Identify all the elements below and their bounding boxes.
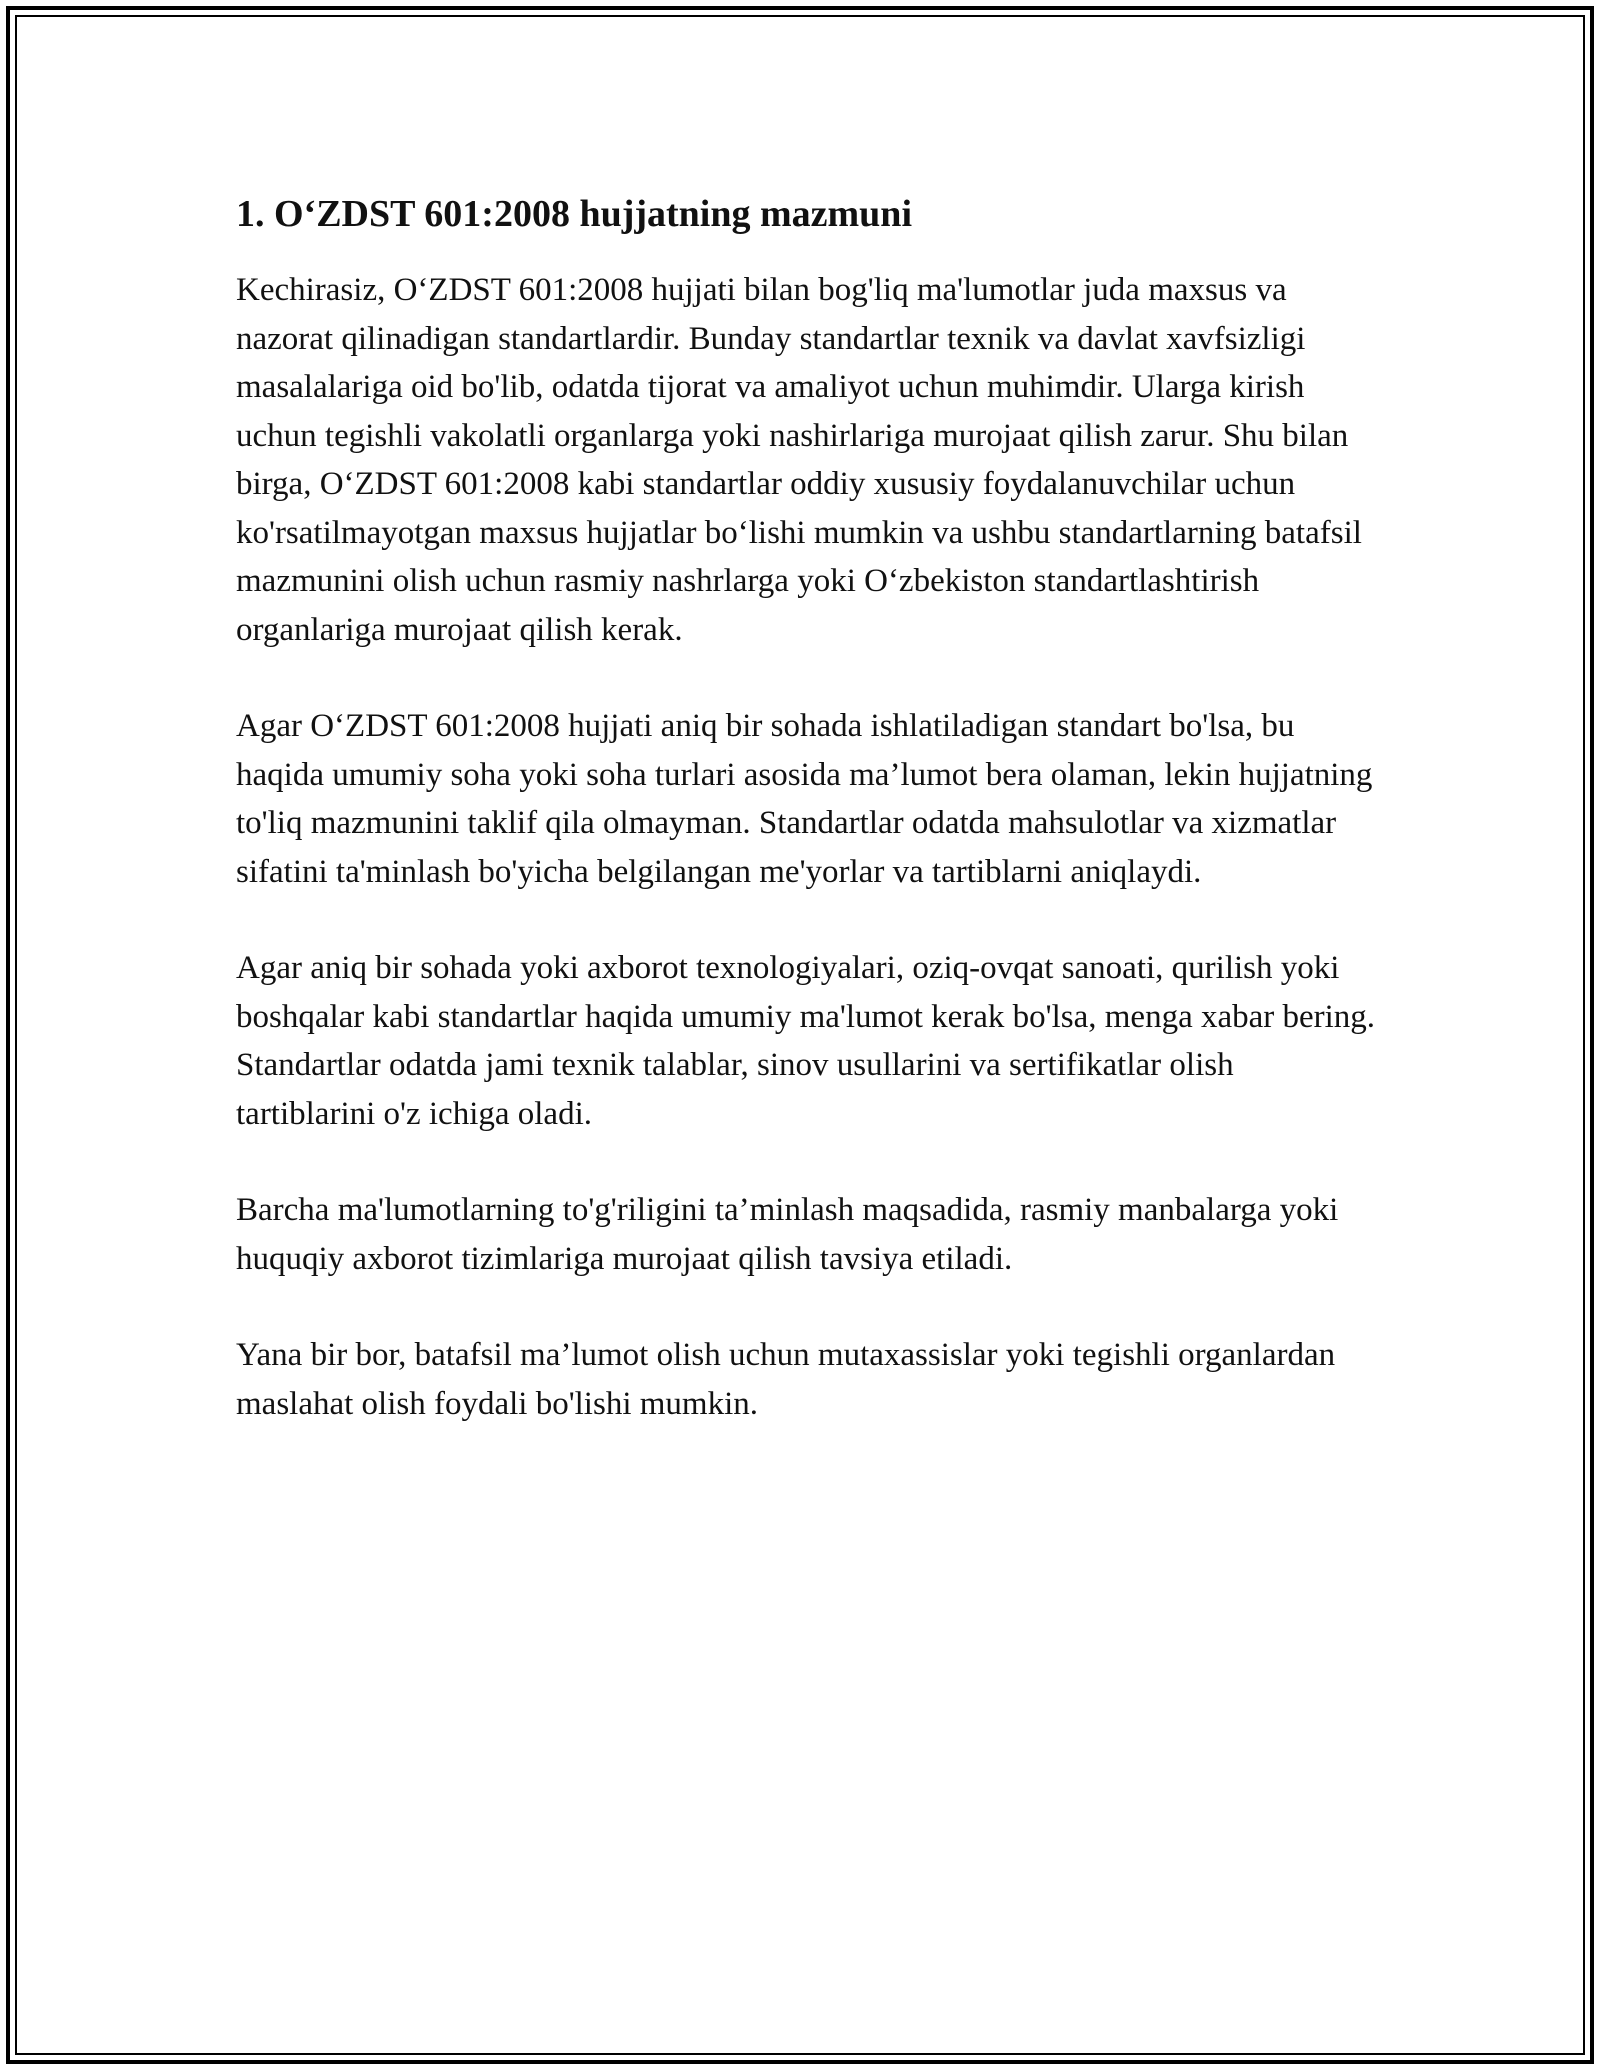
paragraph-2: Agar O‘ZDST 601:2008 hujjati aniq bir sohada ishlatiladigan standart bo'lsa, bu haqida umumiy soha yoki soha turlari asosida ma’lumot bera olaman, lekin hujjatning to'liq mazmunini taklif qila olmayman. Standartlar odatda mahsulotlar va xizmatlar sifatini ta'minlash bo'yicha belgilangan me'yorlar va tartiblarni aniqlaydi. [236, 708, 1373, 890]
paragraph-4: Barcha ma'lumotlarning to'g'riligini ta’minlash maqsadida, rasmiy manbalarga yoki huquqiy axborot tizimlariga murojaat qilish tavsiya etiladi. [236, 1192, 1339, 1277]
document-title: 1. O‘ZDST 601:2008 hujjatning mazmuni [236, 193, 913, 235]
document-body [236, 188, 1376, 1476]
paragraph-3: Agar aniq bir sohada yoki axborot texnologiyalari, oziq-ovqat sanoati, qurilish yoki boshqalar kabi standartlar haqida umumiy ma'lumot kerak bo'lsa, menga xabar bering. Standartlar odatda jami texnik talablar, sinov usullarini va sertifikatlar olish tartiblarini o'z ichiga oladi. [236, 950, 1376, 1132]
paragraph-1: Kechirasiz, O‘ZDST 601:2008 hujjati bilan bog'liq ma'lumotlar juda maxsus va nazorat qilinadigan standartlardir. Bunday standartlar texnik va davlat xavfsizligi masalalariga oid bo'lib, odatda tijorat va amaliyot uchun muhimdir. Ularga kirish uchun tegishli vakolatli organlarga yoki nashirlariga murojaat qilish zarur. Shu bilan birga, O‘ZDST 601:2008 kabi standartlar oddiy xususiy foydalanuvchilar uchun ko'rsatilmayotgan maxsus hujjatlar bo‘lishi mumkin va ushbu standartlarning batafsil mazmunini olish uchun rasmiy nashrlarga yoki O‘zbekiston standartlashtirish organlariga murojaat qilish kerak. [236, 272, 1362, 648]
paragraph-5: Yana bir bor, batafsil ma’lumot olish uchun mutaxassislar yoki tegishli organlardan maslahat olish foydali bo'lishi mumkin. [236, 1337, 1336, 1422]
